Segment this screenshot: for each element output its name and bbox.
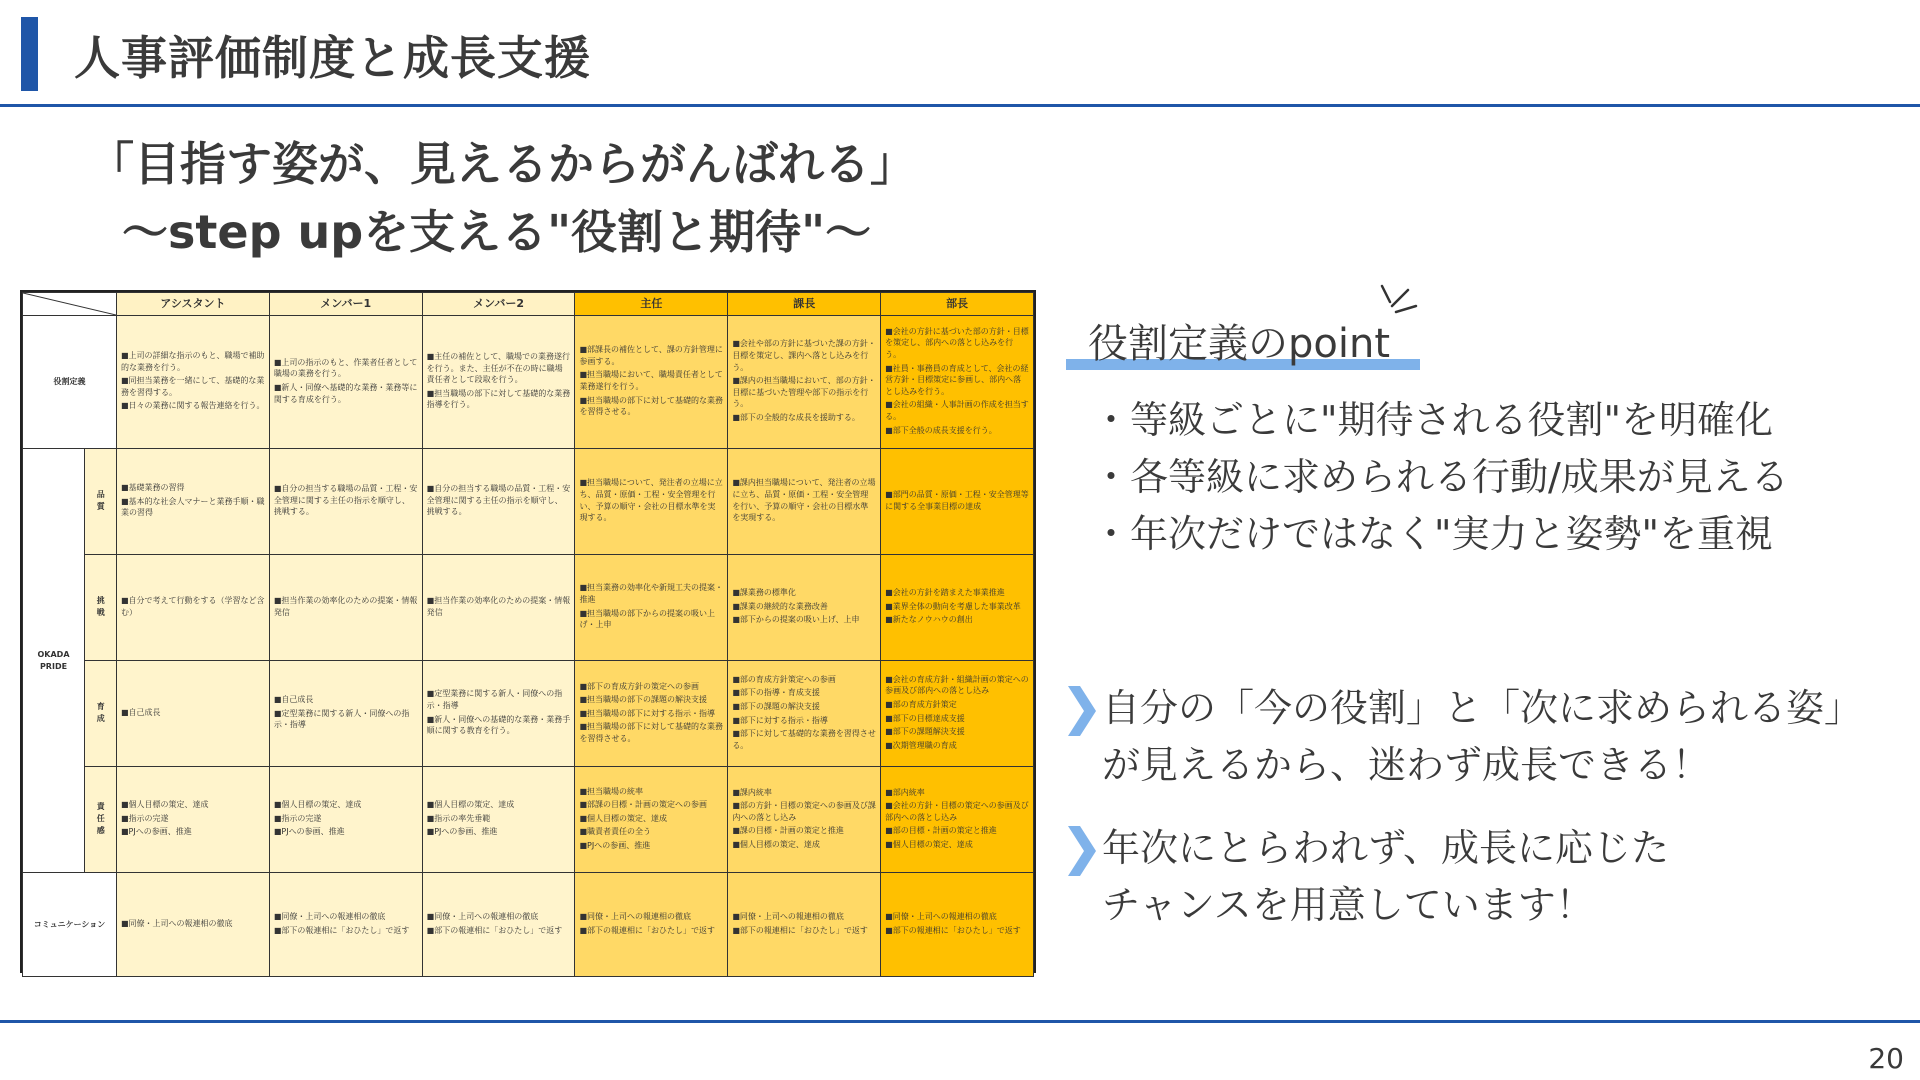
- matrix-cell-item: ■会社の方針・目標の策定への参画及び部内への落とし込み: [885, 801, 1029, 822]
- matrix-sub-label: 品質: [85, 449, 117, 555]
- matrix-cell-item: ■担当作業の効率化のための提案・情報発信: [273, 595, 418, 617]
- matrix-col-header: 主任: [575, 293, 728, 316]
- matrix-cell: [117, 316, 270, 449]
- matrix-cell-item: ■部下の課題の解決支援: [732, 701, 820, 711]
- matrix-cell-item: ■担当職場の部下に対して基礎的な業務を習得させる。: [579, 395, 724, 417]
- point-item: ・各等級に求められる行動/成果が見える: [1092, 455, 1789, 499]
- point-item: ・年次だけではなく"実力と姿勢"を重視: [1092, 512, 1773, 556]
- matrix-cell-item: ■課業の継続的な業務改善: [732, 601, 828, 611]
- matrix-cell: [575, 661, 728, 767]
- matrix-cell-item: ■部下の育成方針の策定への参画: [579, 681, 700, 691]
- catchphrase-line1: 「目指す姿が、見えるからがんばれる」: [88, 137, 916, 191]
- matrix-cell: [117, 449, 270, 555]
- matrix-cell-item: ■定型業務に関する新人・同僚への指示・指導: [426, 689, 563, 710]
- matrix-cell-item: ■指示の完遂: [273, 813, 322, 823]
- matrix-cell: [117, 661, 270, 767]
- matrix-cell-item: ■PJへの参画、推進: [426, 827, 498, 837]
- message-line: 年次にとらわれず、成長に応じた: [1102, 826, 1669, 870]
- header-accent-bar: [21, 17, 38, 91]
- matrix-cell-item: ■次期管理職の育成: [885, 740, 957, 750]
- matrix-cell-item: ■担当職場の部下の課題の解決支援: [579, 695, 708, 705]
- point-item: ・等級ごとに"期待される役割"を明確化: [1092, 398, 1773, 442]
- matrix-cell: [728, 316, 881, 449]
- matrix-cell: [117, 767, 270, 873]
- matrix-cell-item: ■同僚・上司への報連相の徹底: [732, 911, 844, 921]
- matrix-cell-item: ■社員・事務員の育成として、会社の経営方針・目標策定に参画し、部内へ落とし込みを行う。: [885, 363, 1029, 396]
- okada-pride-label: OKADA PRIDE: [23, 449, 85, 873]
- matrix-cell: [269, 767, 422, 873]
- matrix-cell: [422, 873, 575, 977]
- matrix-cell-item: ■課業務の標準化: [732, 588, 796, 598]
- matrix-cell-item: ■会社の方針を踏まえた事業推進: [885, 588, 1005, 598]
- matrix-cell-item: ■基礎業務の習得: [121, 483, 185, 493]
- matrix-cell-item: ■担当職場の統率: [579, 786, 644, 796]
- matrix-cell: [575, 449, 728, 555]
- matrix-cell: [575, 767, 728, 873]
- matrix-cell-item: ■課内の担当職場において、部の方針・目標に基づいた管理や部下の指示を行う。: [732, 376, 876, 409]
- matrix-cell-item: ■担当職場の部下からの提案の吸い上げ・上申: [579, 608, 716, 630]
- matrix-cell-item: ■同担当業務を一緒にして、基礎的な業務を習得する。: [121, 376, 265, 397]
- matrix-cell-item: ■個人目標の策定、達成: [121, 800, 209, 810]
- matrix-row-label: コミュニケーション: [23, 873, 117, 977]
- matrix-cell-item: ■業界全体の動向を考慮した事業改革: [885, 601, 1021, 611]
- matrix-cell-item: ■部内統率: [885, 787, 925, 797]
- matrix-row-challenge: [23, 555, 1034, 661]
- matrix-cell: [575, 873, 728, 977]
- page-title: 人事評価制度と成長支援: [74, 31, 591, 85]
- matrix-cell-item: ■PJへの参画、推進: [273, 827, 345, 837]
- matrix-cell-item: ■部の目標・計画の策定と推進: [885, 826, 997, 836]
- matrix-cell-item: ■課の目標・計画の策定と推進: [732, 826, 844, 836]
- matrix-cell: [422, 767, 575, 873]
- matrix-row-label: 役割定義: [23, 316, 117, 449]
- matrix-cell-item: ■部課長の補佐として、課の方針管理に参画する。: [579, 345, 723, 366]
- matrix-cell-item: ■PJへの参画、推進: [579, 840, 651, 850]
- matrix-cell: [728, 555, 881, 661]
- matrix-cell-item: ■部下の報連相に「おひたし」で返す: [579, 925, 716, 935]
- matrix-cell-item: ■部の育成方針策定: [885, 699, 957, 709]
- matrix-row-responsibility: [23, 767, 1034, 873]
- matrix-cell-item: ■担当業務の効率化や新規工夫の提案・推進: [579, 583, 724, 604]
- matrix-cell-item: ■担当職場の部下に対して基礎的な業務を習得させる。: [579, 722, 724, 743]
- matrix-cell-item: ■上司の詳細な指示のもと、職場で補助的な業務を行う。: [121, 351, 265, 372]
- matrix-row-quality: [23, 449, 1034, 555]
- matrix-cell-item: ■部下全般の成長支援を行う。: [885, 425, 997, 435]
- matrix-cell: [881, 767, 1034, 873]
- matrix-cell-item: ■自分の担当する職場の品質・工程・安全管理に関する主任の指示を順守し、挑戦する。: [273, 484, 418, 517]
- matrix-cell-item: ■自己成長: [121, 707, 161, 717]
- matrix-cell: [117, 873, 270, 977]
- matrix-cell-item: ■上司の指示のもと、作業者任者として職場の業務を行う。: [273, 357, 418, 379]
- matrix-cell-item: ■課内統率: [732, 787, 772, 797]
- chevron-right-icon: [1066, 684, 1098, 738]
- page-number: 20: [1868, 1042, 1904, 1075]
- footer-divider: [0, 1020, 1920, 1023]
- sparkle-icon: [1378, 272, 1422, 316]
- matrix-cell: [422, 661, 575, 767]
- matrix-cell: [728, 767, 881, 873]
- matrix-cell-item: ■部課の目標・計画の策定への参画: [579, 800, 708, 810]
- matrix-cell: [269, 316, 422, 449]
- matrix-cell-item: ■個人目標の策定、達成: [579, 813, 668, 823]
- matrix-cell-item: ■部門の品質・原価・工程・安全管理等に関する全事業目標の達成: [885, 489, 1029, 511]
- matrix-row-role: [23, 316, 1034, 449]
- matrix-cell-item: ■同僚・上司への報連相の徹底: [121, 918, 233, 928]
- matrix-col-header: 部長: [881, 293, 1034, 316]
- matrix-cell-item: ■同僚・上司への報連相の徹底: [885, 911, 997, 921]
- matrix-cell-item: ■指示の率先垂範: [426, 813, 491, 823]
- matrix-cell: [728, 449, 881, 555]
- matrix-cell-item: ■担当職場の部下に対する指示・指導: [579, 708, 716, 718]
- message-block: [1066, 680, 1862, 794]
- matrix-cell-item: ■定型業務に関する新人・同僚への指示・指導: [273, 708, 410, 730]
- matrix-cell-item: ■会社や部の方針に基づいた課の方針・目標を策定し、課内へ落とし込みを行う。: [732, 339, 876, 372]
- matrix-cell: [422, 316, 575, 449]
- matrix-cell: [881, 873, 1034, 977]
- matrix-cell-item: ■部下の課題解決支援: [885, 727, 965, 737]
- matrix-cell-item: ■会社の育成方針・組織計画の策定への参画及び部内への落とし込み: [885, 674, 1029, 696]
- matrix-cell-item: ■部下の報連相に「おひたし」で返す: [885, 925, 1021, 935]
- matrix-cell-item: ■自分で考えて行動をする（学習など含む）: [121, 595, 265, 617]
- matrix-cell-item: ■同僚・上司への報連相の徹底: [426, 911, 539, 921]
- matrix-cell-item: ■会社の組織・人事計画の作成を担当する。: [885, 400, 1029, 421]
- message-line: チャンスを用意しています！: [1102, 883, 1594, 927]
- matrix-cell-item: ■部下に対する指示・指導: [732, 715, 828, 725]
- matrix-cell: [881, 316, 1034, 449]
- matrix-cell-item: ■部下の報連相に「おひたし」で返す: [732, 925, 868, 935]
- matrix-col-header: 課長: [728, 293, 881, 316]
- matrix-cell-item: ■部下の指導・育成支援: [732, 688, 820, 698]
- point-list: [1092, 392, 1789, 563]
- matrix-cell-item: ■新人・同僚への基礎的な業務・業務手順に関する教育を行う。: [426, 714, 571, 736]
- matrix-cell-item: ■指示の完遂: [121, 813, 169, 823]
- matrix-cell-item: ■同僚・上司への報連相の徹底: [579, 911, 692, 921]
- message-line: 自分の「今の役割」と「次に求められる姿」: [1102, 686, 1863, 730]
- matrix-cell-item: ■職責者責任の全う: [579, 827, 652, 837]
- matrix-cell-item: ■会社の方針に基づいた部の方針・目標を策定し、部内への落とし込みを行う。: [885, 326, 1029, 360]
- matrix-cell-item: ■課内担当職場について、発注者の立場に立ち、品質・原価・工程・安全管理を行い、予算の順守・会社の目標水準を実現する。: [732, 478, 876, 523]
- matrix-sub-label: 育成: [85, 661, 117, 767]
- point-title: 役割定義のpoint: [1088, 321, 1391, 367]
- matrix-corner: [23, 293, 117, 316]
- matrix-sub-label: 挑戦: [85, 555, 117, 661]
- message-line: が見えるから、迷わず成長できる！: [1102, 743, 1711, 787]
- matrix-cell-item: ■担当職場の部下に対して基礎的な業務指導を行う。: [426, 388, 571, 410]
- matrix-cell-item: ■担当職場について、発注者の立場に立ち、品質・原価・工程・安全管理を行い、予算の順守・会社の目標水準を実現する。: [579, 478, 723, 523]
- matrix-col-header: メンバー2: [422, 293, 575, 316]
- matrix-cell: [422, 449, 575, 555]
- matrix-cell-item: ■担当職場において、職場責任者として業務遂行を行う。: [579, 370, 723, 391]
- catchphrase-line2: 〜step upを支える"役割と期待"〜: [122, 205, 872, 259]
- matrix-cell: [728, 661, 881, 767]
- matrix-cell-item: ■PJへの参画、推進: [121, 827, 192, 837]
- matrix-cell-item: ■自己成長: [273, 695, 314, 705]
- chevron-right-icon: [1066, 824, 1098, 878]
- matrix-cell: [117, 555, 270, 661]
- matrix-cell-item: ■日々の業務に関する報告連絡を行う。: [121, 401, 265, 411]
- matrix-cell: [422, 555, 575, 661]
- matrix-sub-label: 責任感: [85, 767, 117, 873]
- matrix-col-header: メンバー1: [269, 293, 422, 316]
- matrix-row-growth: [23, 661, 1034, 767]
- matrix-cell: [728, 873, 881, 977]
- matrix-cell-item: ■主任の補佐として、職場での業務遂行を行う。また、主任が不在の時に職場責任者として段取を行う。: [426, 352, 571, 385]
- matrix-row-communication: [23, 873, 1034, 977]
- matrix-cell-item: ■同僚・上司への報連相の徹底: [273, 911, 386, 921]
- matrix-cell-item: ■部下からの提案の吸い上げ、上申: [732, 615, 860, 625]
- matrix-cell: [881, 449, 1034, 555]
- matrix-cell-item: ■部の育成方針策定への参画: [732, 674, 836, 684]
- matrix-cell-item: ■部下の目標達成支援: [885, 713, 965, 723]
- matrix-cell: [269, 555, 422, 661]
- matrix-cell: [269, 873, 422, 977]
- matrix-cell-item: ■新たなノウハウの創出: [885, 615, 973, 625]
- matrix-cell: [269, 661, 422, 767]
- matrix-cell-item: ■部下の全般的な成長を援助する。: [732, 412, 860, 422]
- matrix-cell-item: ■個人目標の策定、達成: [426, 800, 515, 810]
- matrix-cell: [269, 449, 422, 555]
- matrix-col-header: アシスタント: [117, 293, 270, 316]
- matrix-cell-item: ■個人目標の策定、達成: [732, 839, 820, 849]
- matrix-cell: [881, 555, 1034, 661]
- matrix-cell-item: ■基本的な社会人マナーと業務手順・職業の習得: [121, 496, 265, 518]
- matrix-cell: [575, 555, 728, 661]
- matrix-cell-item: ■担当作業の効率化のための提案・情報発信: [426, 595, 571, 617]
- matrix-cell-item: ■部の方針・目標の策定への参画及び課内への落とし込み: [732, 801, 876, 822]
- role-matrix-table: [20, 290, 1036, 973]
- message-block: [1066, 820, 1669, 934]
- matrix-cell: [575, 316, 728, 449]
- header-divider: [0, 104, 1920, 107]
- matrix-cell-item: ■個人目標の策定、達成: [885, 839, 973, 849]
- matrix-cell: [881, 661, 1034, 767]
- matrix-cell-item: ■個人目標の策定、達成: [273, 800, 362, 810]
- matrix-cell-item: ■新人・同僚へ基礎的な業務・業務等に関する育成を行う。: [273, 383, 418, 404]
- matrix-cell-item: ■部下の報連相に「おひたし」で返す: [273, 925, 410, 935]
- matrix-cell-item: ■部下の報連相に「おひたし」で返す: [426, 925, 563, 935]
- matrix-cell-item: ■部下に対して基礎的な業務を習得させる。: [732, 729, 876, 750]
- matrix-cell-item: ■自分の担当する職場の品質・工程・安全管理に関する主任の指示を順守し、挑戦する。: [426, 484, 571, 517]
